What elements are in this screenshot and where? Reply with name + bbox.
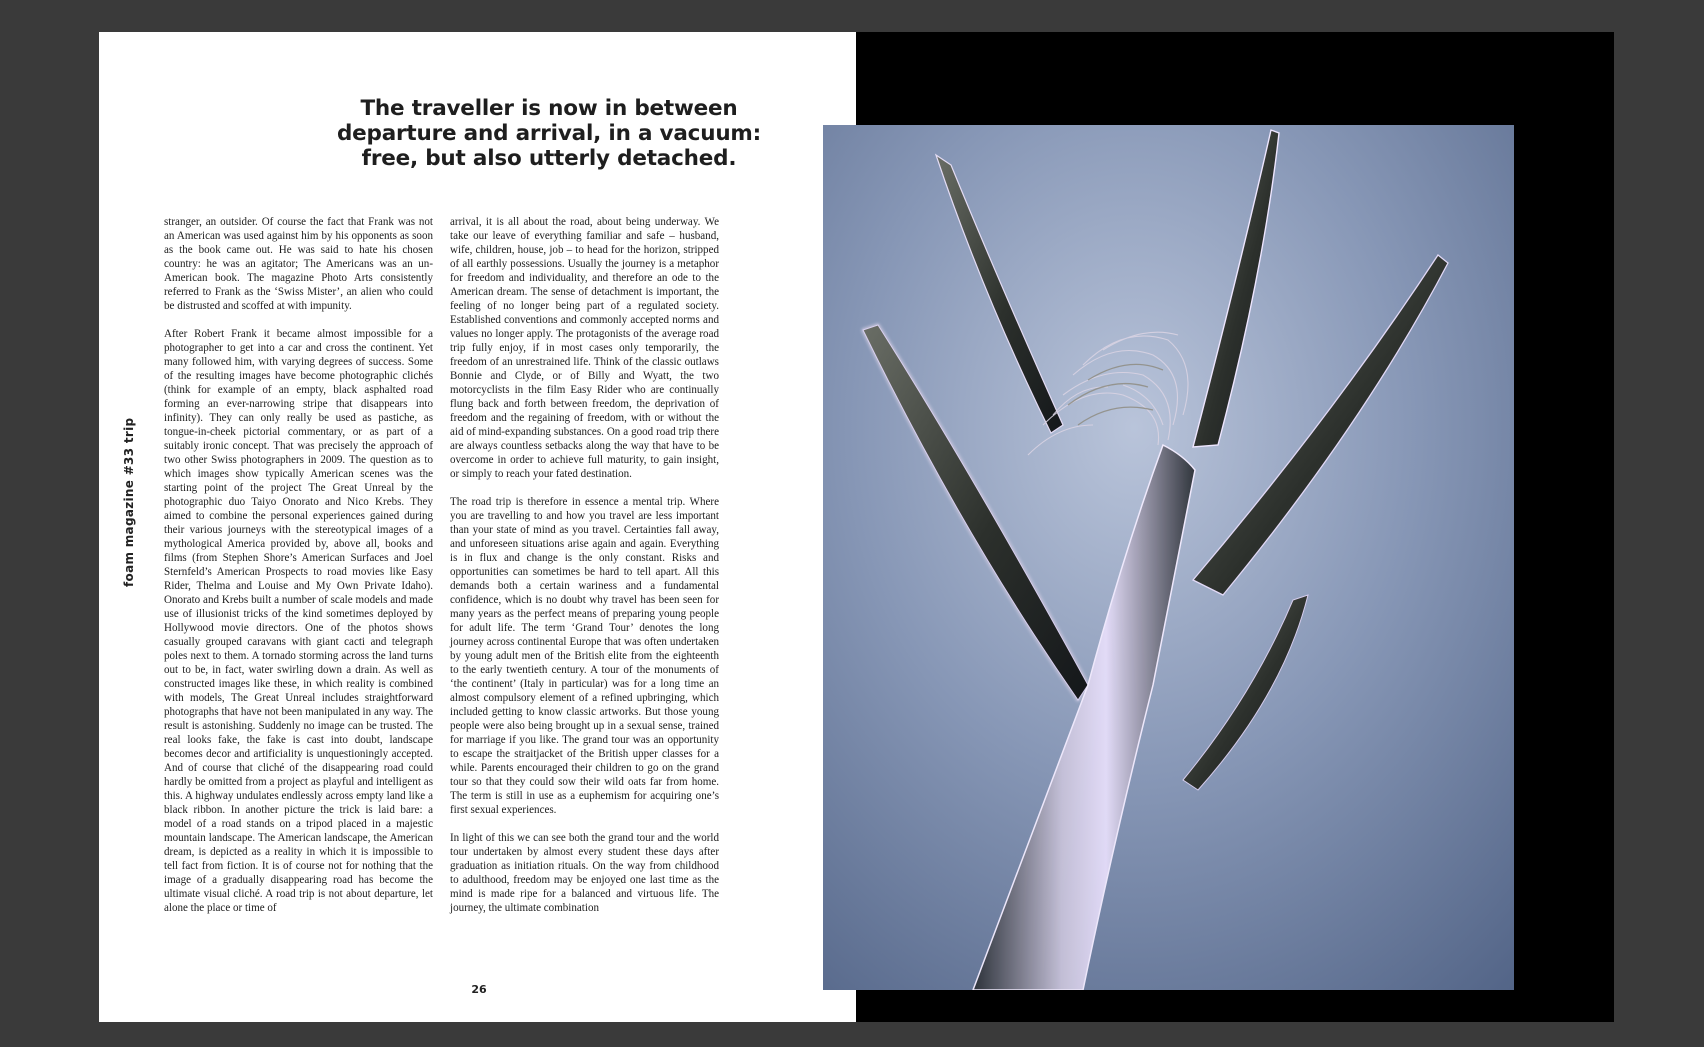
left-page xyxy=(99,32,856,1022)
magazine-issue-label: foam magazine #33 trip xyxy=(122,417,136,587)
text-column-2 xyxy=(450,215,719,929)
plant-photograph xyxy=(823,125,1514,990)
pull-quote: The traveller is now in between departure and arrival, in a vacuum: free, but also utterly detached. xyxy=(336,96,762,171)
paragraph: arrival, it is all about the road, about being underway. We take our leave of everything familiar and safe – husband, wife, children, house, job – to head for the horizon, stripped of all earthly possessions. Usually the journey is a metaphor for freedom and individuality, and therefore an ode to the American dream. The sense of detachment is important, the feeling of no longer being part of a regulated society. Established conventions and commonly accepted norms and values no longer apply. The protagonists of the average road trip fully enjoy, if in most cases only temporarily, the freedom of an unrestrained life. Think of the classic outlaws Bonnie and Clyde, or of Billy and Wyatt, the two motorcyclists in the film Easy Rider who are continually flung back and forth between freedom, the deprivation of freedom and the regaining of freedom, with or without the aid of mind-expanding substances. On a good road trip there are always countless setbacks along the way that have to be overcome in order to achieve full maturity, to gain insight, or simply to reach your fated destination. xyxy=(450,216,719,480)
paragraph: The road trip is therefore in essence a mental trip. Where you are travelling to and how you travel are less important than your state of mind as you travel. Certainties fall away, and unforeseen situations arise again and again. Everything is in flux and change is the only constant. Risks and opportunities can sometimes be hard to tell apart. All this demands both a certain wariness and a fundamental confidence, which is no doubt why travel has been seen for many years as the perfect means of preparing young people for adult life. The term ‘Grand Tour’ denotes the long journey across continental Europe that was often undertaken by young adult men of the British elite from the eighteenth to the early twentieth century. A tour of the monuments of ‘the continent’ (Italy in particular) was for a long time an almost compulsory element of a refined upbringing, which included getting to know classic artworks. But those young people were also being brought up in a sexual sense, trained for marriage if you like. The grand tour was an opportunity to escape the straitjacket of the British upper classes for a while. Parents encouraged their children to go on the grand tour so that they could sow their wild oats far from home. The term is still in use as a euphemism for acquiring one’s first sexual experiences. xyxy=(450,496,719,816)
page-number: 26 xyxy=(471,983,487,996)
paragraph: In light of this we can see both the grand tour and the world tour undertaken by almost every student these days after graduation as initiation rituals. On the way from childhood to adulthood, freedom may be enjoyed one last time as the mind is made ripe for a balanced and virtuous life. The journey, the ultimate combination xyxy=(450,832,719,914)
paragraph: After Robert Frank it became almost impossible for a photographer to get into a car and cross the continent. Yet many followed him, with varying degrees of success. Some of the resulting images have become photographic clichés (think for example of an empty, black asphalted road forming an ever-narrowing stripe that disappears into infinity). They can only really be used as pastiche, as tongue-in-cheek pictorial commentary, or as part of a suitably ironic concept. That was precisely the approach of two other Swiss photographers in 2009. The question as to which images show typically American scenes was the starting point of the project The Great Unreal by the photographic duo Taiyo Onorato and Nico Krebs. They aimed to combine the personal experiences gained during their various journeys with the stereotypical images of a mythological America provided by, above all, books and films (from Stephen Shore’s American Surfaces and Joel Sternfeld’s American Prospects to road movies like Easy Rider, Thelma and Louise and My Own Private Idaho). Onorato and Krebs built a number of scale models and made use of illusionist tricks of the kind sometimes deployed by Hollywood movie directors. One of the photos shows casually grouped caravans with giant cacti and telegraph poles next to them. A tornado storming across the land turns out to be, in fact, water swirling down a drain. As well as constructed images like these, in which reality is combined with models, The Great Unreal includes straightforward photographs that have not been manipulated in any way. The result is astonishing. Suddenly no image can be trusted. The real looks fake, the fake is cast into doubt, landscape becomes decor and artificiality is unquestioningly accepted. And of course that cliché of the disappearing road could hardly be omitted from a project as playful and intelligent as this. A highway undulates endlessly across empty land like a black ribbon. In another picture the trick is laid bare: a model of a road stands on a tripod placed in a majestic mountain landscape. The American landscape, the American dream, is depicted as a reality in which it is impossible to tell fact from fiction. It is of course not for nothing that the image of a gradually disappearing road has become the ultimate visual cliché. A road trip is not about departure, let alone the place or time of xyxy=(164,328,433,914)
text-column-1 xyxy=(164,215,433,929)
plant-illustration xyxy=(823,125,1514,990)
paragraph: stranger, an outsider. Of course the fact that Frank was not an American was used against him by his opponents as soon as the book came out. He was said to hate his chosen country: he was an agitator; The Americans was an un-American book. The magazine Photo Arts consistently referred to Frank as the ‘Swiss Mister’, an alien who could be distrusted and scoffed at with impunity. xyxy=(164,216,433,312)
